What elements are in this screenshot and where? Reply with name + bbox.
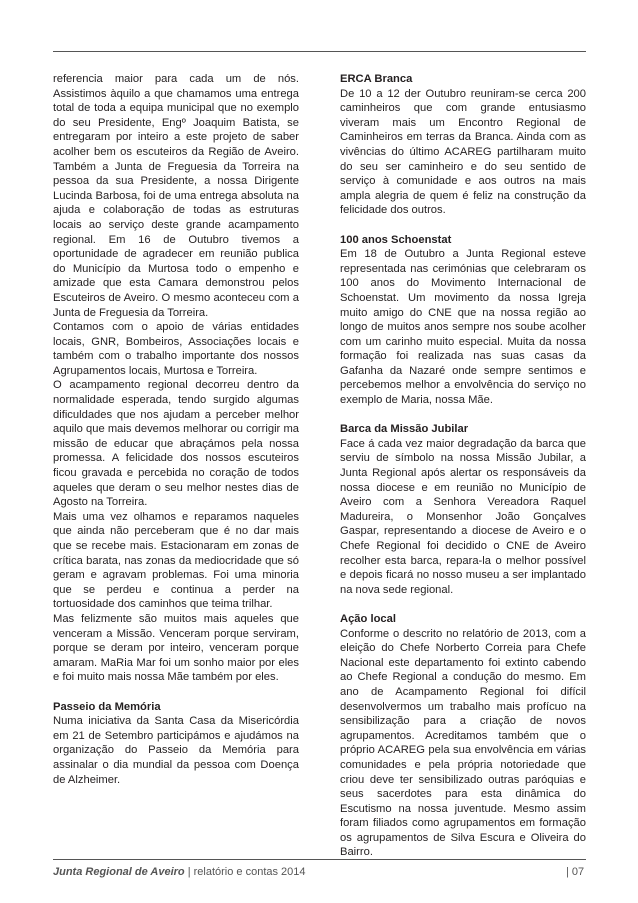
paragraph: O acampamento regional decorreu dentro da normalidade esperada, tendo surgido algumas dificuldades que nos ajudam a perceber melhor aquilo que mais devemos melhorar ou corrigir ma missão de educar que abraçámos pela nossa promessa. A felicidade dos nossos escuteiros ficou gravada e percebida no coração de todos aqueles que deram o seu melhor nestes dias de Agosto na Torreira. (53, 379, 299, 509)
paragraph: Em 18 de Outubro a Junta Regional esteve representada nas cerimónias que celebraram os 100 anos do Movimento Internacional de Schoenstat. Um movimento da nossa Igreja muito amigo do CNE que na nossa região ao longo de muitos anos sempre nos soube acolher com um carinho muito especial. Muita da nossa formação foi realizada nas suas casas da Gafanha da Nazaré onde sempre sentimos e percebemos melhor a envolvência do serviço no exemplo de Maria, nossa Mãe. (340, 248, 586, 407)
right-column (340, 72, 586, 860)
footer-organization: Junta Regional de Aveiro (53, 866, 185, 878)
paragraph: Conforme o descrito no relatório de 2013, com a eleição do Chefe Norberto Correia para Chefe Nacional este departamento foi extinto cabendo ao Chefe Regional a condução do mesmo. Em ano de Acampamento Regional foi difícil desenvolvermos um trabalho mais profícuo na sensibilização para a criação de novos agrupamentos. Acreditamos também que o próprio ACAREG pela sua envolvência em várias comunidades e pela própria notoriedade que criou deve ter sensibilizado outras paróquias e seus sacerdotes para esta dinâmica do Escutismo na nossa juventude. Mesmo assim foram filiados como agrupamentos em formação os agrupamentos de Silva Escura e Oliveira do Bairro. (340, 627, 586, 859)
section-heading: 100 anos Schoenstat (340, 233, 452, 246)
section-heading: Ação local (340, 612, 396, 625)
bottom-divider (53, 859, 586, 860)
paragraph: Contamos com o apoio de várias entidades locais, GNR, Bombeiros, Associações locais e também com o trabalho importante dos nossos Agrupamentos locais, Murtosa e Torreira. (53, 321, 299, 377)
section-heading: ERCA Branca (340, 73, 413, 85)
paragraph: Mais uma vez olhamos e reparamos naqueles que ainda não perceberam que é no dar mais que se recebe mais. Estacionaram em zonas de crítica barata, nas zonas da mediocridade que só geram e agravam problemas. Foi uma minoria que se perdeu e continua a perder na tortuosidade dos caminhos que teima trilhar. (53, 510, 299, 611)
section-heading: Barca da Missão Jubilar (340, 423, 469, 436)
footer-caption (53, 866, 306, 878)
paragraph: Mas felizmente são muitos mais aqueles que venceram a Missão. Venceram porque serviram, porque se deram por inteiro, venceram porque amaram. MaRia Mar foi um sonho maior por eles e foi muito mais nossa Mãe também por eles. (53, 612, 299, 684)
paragraph: De 10 a 12 der Outubro reuniram-se cerca 200 caminheiros que com grande entusiasmo viveram mais um Encontro Regional de Caminheiros em terras da Branca. Ainda com as vivências do último ACAREG partilharam muito do seu ser caminheiro e do seu sentido de serviço à comunidade e aos outros na mais ampla alegria de quem é feliz na construção da felicidade dos outros. (340, 87, 586, 217)
footer-separator: | (187, 866, 191, 878)
paragraph: Face á cada vez maior degradação da barca que serviu de símbolo na nossa Missão Jubilar, a Junta Regional após alertar os responsáveis da nossa diocese e em reunião no Município de Aveiro com a Senhora Vereadora Raquel Madureira, o Monsenhor João Gonçalves Gaspar, representando a diocese de Aveiro e o Chefe Regional foi decidido o CNE de Aveiro recolher esta barca, repara-la o melhor possível e depois ficará no nosso museu a ser implantado na nova sede regional. (340, 437, 586, 596)
paragraph: Numa iniciativa da Santa Casa da Misericórdia em 21 de Setembro participámos e ajudámos na organização do Passeio da Memória para assinalar o dia mundial da pessoa com Doença de Alzheimer. (53, 715, 299, 786)
left-column (53, 72, 299, 787)
top-divider (53, 51, 586, 52)
section-heading: Passeio da Memória (53, 700, 161, 713)
footer-report-title: relatório e contas 2014 (193, 866, 306, 878)
paragraph: referencia maior para cada um de nós. Assistimos àquilo a que chamamos uma entrega total de toda a equipa municipal que no exemplo do seu Presidente, Engº Joaquim Batista, se entregaram por inteiro a este projeto de saber acolher bem os escuteiros da Região de Aveiro. Também a Junta de Freguesia da Torreira na pessoa da sua Presidente, a nossa Dirigente Lucinda Barbosa, foi de uma entrega absoluta na ajuda e colaboração de todas as estruturas locais ao serviço deste grande acampamento regional. Em 16 de Outubro tivemos a oportunidade de agradecer em reunião publica do Município da Murtosa todo o empenho e amizade que esta Camara demonstrou pelos Escuteiros de Aveiro. O mesmo aconteceu com a Junta de Freguesia da Torreira. (53, 73, 299, 319)
page-number: | 07 (566, 866, 585, 878)
